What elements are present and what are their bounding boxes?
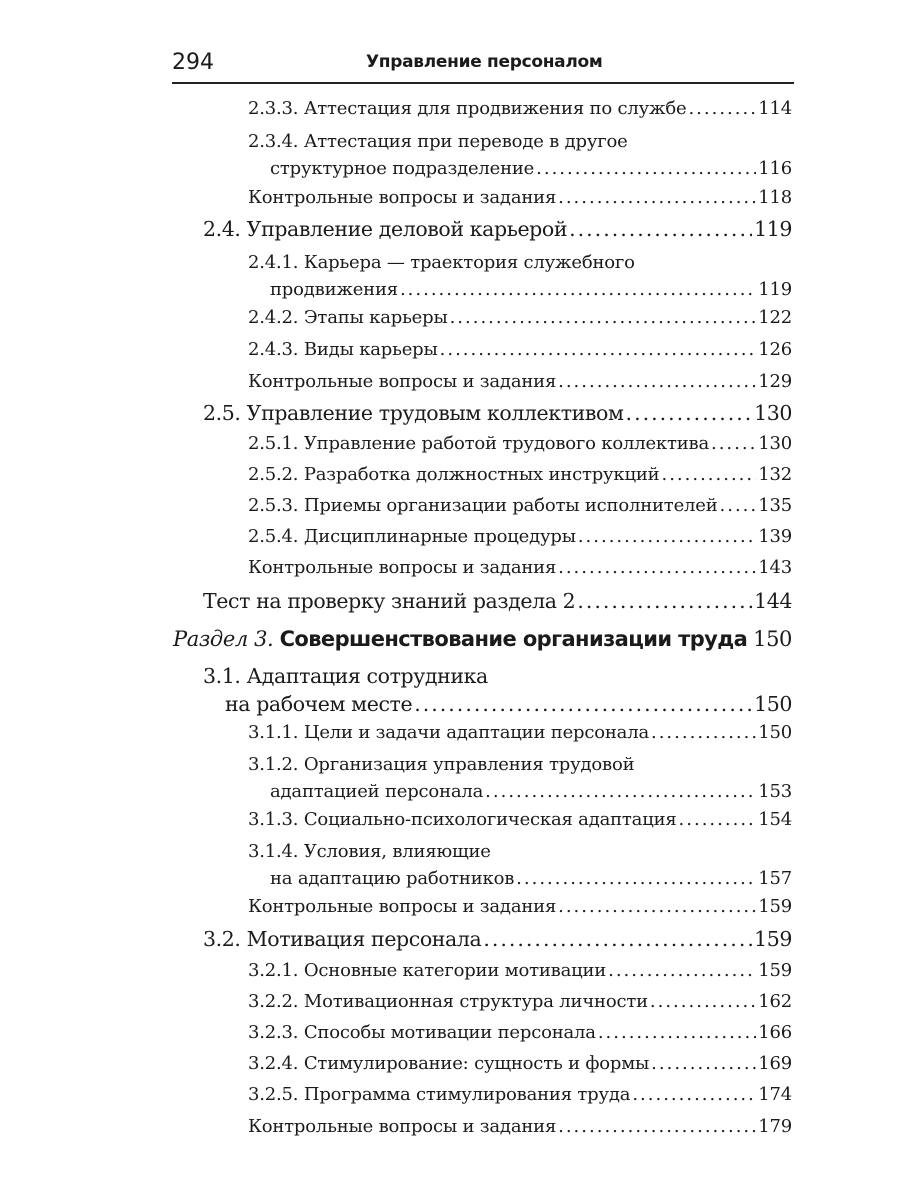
- toc-title: Программа стимулирования труда: [303, 1084, 631, 1105]
- toc-entry-2-5-4: [248, 523, 792, 550]
- toc-leader-dots: [651, 719, 756, 746]
- toc-number: 2.5.1.: [248, 433, 299, 454]
- toc-leader-dots: [516, 865, 756, 892]
- toc-title: Виды карьеры: [303, 339, 438, 360]
- toc-page-number: 159: [758, 896, 792, 917]
- toc-entry-2-3-3: [248, 95, 792, 122]
- toc-entry-3-2-2: [248, 988, 792, 1015]
- toc-page-number: 162: [758, 991, 792, 1012]
- toc-leader-dots: [711, 430, 756, 457]
- toc-entry-part-3: [173, 625, 792, 653]
- toc-entry-2-4: [203, 215, 792, 243]
- toc-page-number: 157: [758, 868, 792, 889]
- toc-leader-dots: [679, 806, 757, 833]
- page-number: 294: [172, 50, 214, 75]
- toc-page-number: 150: [754, 692, 792, 716]
- toc-title: Контрольные вопросы и задания: [248, 1116, 557, 1137]
- toc-page-number: 154: [758, 809, 792, 830]
- toc-leader-dots: [400, 276, 756, 303]
- toc-entry-section-test: [203, 587, 792, 615]
- toc-title: Карьера — траектория служебного: [303, 252, 635, 273]
- toc-number: 3.2.: [203, 927, 241, 951]
- toc-number: 3.2.2.: [248, 991, 299, 1012]
- toc-number: 3.2.4.: [248, 1053, 299, 1074]
- toc-entry-2-5-1: [248, 430, 792, 457]
- toc-leader-dots: [558, 893, 756, 920]
- toc-title: Разработка должностных инструкций: [303, 464, 660, 485]
- toc-entry-2-4-2: [248, 304, 792, 331]
- toc-leader-dots: [632, 1081, 756, 1108]
- toc-title-continuation: на адаптацию работников: [270, 868, 515, 889]
- toc-number: 2.3.3.: [248, 98, 299, 119]
- toc-title: Контрольные вопросы и задания: [248, 371, 557, 392]
- toc-entry-3-1-4: [248, 838, 792, 892]
- toc-title: Цели и задачи адаптации персонала: [303, 722, 649, 743]
- running-title: Управление персоналом: [366, 52, 603, 72]
- toc-entry-3-2-3: [248, 1019, 792, 1046]
- toc-leader-dots: [414, 690, 752, 718]
- toc-title: Этапы карьеры: [303, 307, 448, 328]
- toc-title: Основные категории мотивации: [303, 960, 607, 981]
- toc-page-number: 118: [758, 187, 792, 208]
- toc-entry-2-3-4: [248, 128, 792, 182]
- toc-leader-dots: [558, 1113, 756, 1140]
- toc-title: Социально-психологическая адаптация: [303, 809, 677, 830]
- toc-page-number: 122: [758, 307, 792, 328]
- toc-entry-2-5-3: [248, 492, 792, 519]
- toc-title-continuation: адаптацией персонала: [270, 781, 484, 802]
- toc-number: 2.5.2.: [248, 464, 299, 485]
- toc-leader-dots: [569, 215, 752, 243]
- toc-leader-dots: [608, 957, 756, 984]
- toc-number: 2.5.3.: [248, 495, 299, 516]
- toc-entry-review-questions: [248, 1113, 792, 1140]
- toc-entry-3-2-4: [248, 1050, 792, 1077]
- toc-title: Аттестация при переводе в другое: [303, 131, 628, 152]
- toc-number: 3.1.3.: [248, 809, 299, 830]
- toc-number: 3.1.2.: [248, 754, 299, 775]
- toc-page-number: 169: [758, 1053, 792, 1074]
- toc-number: 3.1.: [203, 664, 241, 688]
- toc-number: 3.2.5.: [248, 1084, 299, 1105]
- toc-leader-dots: [450, 304, 757, 331]
- toc-entry-2-5: [203, 399, 792, 427]
- toc-page-number: 159: [758, 960, 792, 981]
- toc-title: Управление работой трудового коллектива: [303, 433, 709, 454]
- toc-number: 2.5.4.: [248, 526, 299, 547]
- toc-title-continuation: продвижения: [270, 279, 398, 300]
- toc-entry-3-2: [203, 925, 792, 953]
- toc-page-number: 126: [758, 339, 792, 360]
- toc-title: Контрольные вопросы и задания: [248, 896, 557, 917]
- toc-page-number: 130: [758, 433, 792, 454]
- toc-leader-dots: [577, 587, 752, 615]
- toc-title: Мотивация персонала: [246, 927, 482, 951]
- toc-page-number: 119: [758, 279, 792, 300]
- toc-title: Управление трудовым коллективом: [246, 401, 624, 425]
- toc-page-number: 150: [758, 722, 792, 743]
- toc-page-number: 129: [758, 371, 792, 392]
- toc-number: 3.2.3.: [248, 1022, 299, 1043]
- toc-entry-3-1-2: [248, 751, 792, 805]
- toc-title: Организация управления трудовой: [303, 754, 635, 775]
- toc-page-number: 116: [758, 158, 792, 179]
- toc-title: Контрольные вопросы и задания: [248, 557, 557, 578]
- toc-leader-dots: [558, 554, 756, 581]
- toc-entry-3-2-1: [248, 957, 792, 984]
- toc-entry-review-questions: [248, 184, 792, 211]
- toc-title: Мотивационная структура личности: [303, 991, 648, 1012]
- toc-page-number: 179: [758, 1116, 792, 1137]
- toc-title: Способы мотивации персонала: [303, 1022, 596, 1043]
- toc-leader-dots: [651, 1050, 756, 1077]
- toc-number: 2.4.2.: [248, 307, 299, 328]
- toc-number: 3.2.1.: [248, 960, 299, 981]
- toc-leader-dots: [536, 155, 756, 182]
- toc-title: Управление деловой карьерой: [246, 217, 568, 241]
- toc-entry-review-questions: [248, 554, 792, 581]
- toc-title: Аттестация для продвижения по службе: [303, 98, 687, 119]
- toc-page-number: 119: [754, 217, 792, 241]
- toc-page-number: 153: [758, 781, 792, 802]
- toc-entry-review-questions: [248, 893, 792, 920]
- toc-leader-dots: [578, 523, 756, 550]
- toc-entry-2-5-2: [248, 461, 792, 488]
- toc-leader-dots: [650, 988, 756, 1015]
- toc-entry-2-4-3: [248, 336, 792, 363]
- toc-page-number: 114: [758, 98, 792, 119]
- toc-page-number: 159: [754, 927, 792, 951]
- toc-leader-dots: [688, 95, 756, 122]
- toc-entry-3-1: [203, 662, 792, 718]
- page-header: [172, 48, 794, 84]
- toc-title: Тест на проверку знаний раздела 2: [203, 589, 576, 613]
- toc-entry-2-4-1: [248, 249, 792, 303]
- toc-leader-dots: [720, 492, 757, 519]
- toc-page-number: 166: [758, 1022, 792, 1043]
- toc-leader-dots: [626, 399, 753, 427]
- toc-number: 2.4.3.: [248, 339, 299, 360]
- toc-number: 2.4.: [203, 217, 241, 241]
- toc-page-number: 139: [758, 526, 792, 547]
- toc-number: 3.1.4.: [248, 841, 299, 862]
- toc-title: Адаптация сотрудника: [246, 664, 488, 688]
- toc-number: 2.4.1.: [248, 252, 299, 273]
- toc-leader-dots: [558, 368, 756, 395]
- part-label: Раздел 3.: [173, 627, 274, 651]
- toc-title: Дисциплинарные процедуры: [303, 526, 576, 547]
- toc-title: Контрольные вопросы и задания: [248, 187, 557, 208]
- toc-leader-dots: [749, 625, 751, 653]
- toc-title-continuation: структурное подразделение: [270, 158, 535, 179]
- toc-page-number: 135: [758, 495, 792, 516]
- toc-page-number: 143: [758, 557, 792, 578]
- toc-leader-dots: [661, 461, 756, 488]
- toc-page-number: 132: [758, 464, 792, 485]
- toc-entry-3-2-5: [248, 1081, 792, 1108]
- toc-entry-review-questions: [248, 368, 792, 395]
- toc-number: 2.5.: [203, 401, 241, 425]
- toc-page-number: 174: [758, 1084, 792, 1105]
- toc-leader-dots: [440, 336, 757, 363]
- toc-title: Условия, влияющие: [303, 841, 491, 862]
- toc-entry-3-1-1: [248, 719, 792, 746]
- toc-leader-dots: [483, 925, 752, 953]
- toc-page-number: 144: [754, 589, 792, 613]
- toc-number: 2.3.4.: [248, 131, 299, 152]
- toc-leader-dots: [485, 778, 756, 805]
- toc-page-number: 150: [753, 627, 792, 651]
- toc-page-number: 130: [754, 401, 792, 425]
- part-title: Совершенствование организации труда: [279, 627, 748, 651]
- toc-title-continuation: на рабочем месте: [225, 692, 413, 716]
- toc-leader-dots: [598, 1019, 756, 1046]
- toc-number: 3.1.1.: [248, 722, 299, 743]
- toc-title: Стимулирование: сущность и формы: [303, 1053, 650, 1074]
- toc-entry-3-1-3: [248, 806, 792, 833]
- toc-title: Приемы организации работы исполнителей: [303, 495, 718, 516]
- toc-leader-dots: [558, 184, 756, 211]
